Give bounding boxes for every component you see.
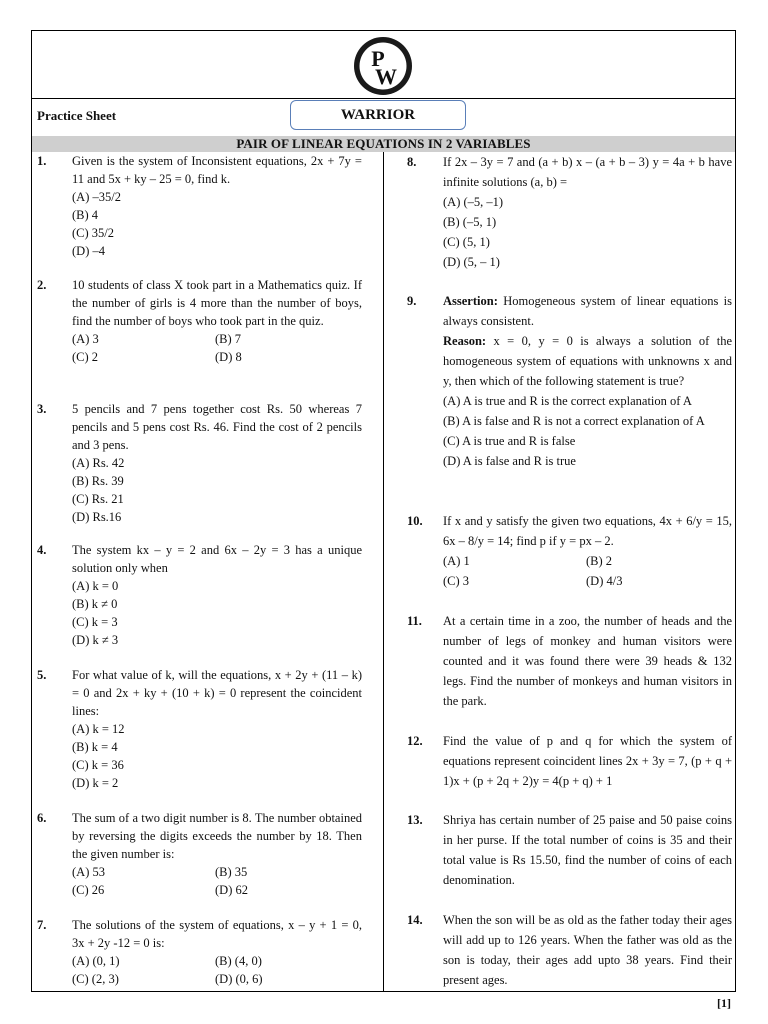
- option-b: (B) (4, 0): [215, 954, 262, 968]
- reason-body: x = 0, y = 0 is always a solution of the homogeneous system of equations with unknowns x and y, then which of the following statement is true?: [443, 334, 732, 388]
- assertion-body: Homogeneous system of linear equations is always consistent.: [443, 294, 732, 328]
- batch-title: WARRIOR: [290, 100, 466, 130]
- option-a: (A) Rs. 42: [72, 456, 125, 470]
- assertion-label: Assertion:: [443, 294, 498, 308]
- question-text: Find the value of p and q for which the system of equations represent coincident lines 2x + 3y = 7, (p + q + 1)x + (p + 2q + 2)y = 4(p + q) + 1: [443, 734, 732, 788]
- option-b: (B) k = 4: [72, 740, 118, 754]
- subject-title: PAIR OF LINEAR EQUATIONS IN 2 VARIABLES: [32, 136, 735, 152]
- option-b: (B) (–5, 1): [443, 215, 497, 229]
- question-number: 7.: [37, 918, 47, 932]
- option-d: (D) 4/3: [586, 574, 623, 588]
- option-a: (A) (0, 1): [72, 954, 120, 968]
- option-b: (B) 35: [215, 865, 248, 879]
- question-text: For what value of k, will the equations, x + 2y + (11 – k) = 0 and 2x + ky + (10 + k) = 0 represent the coincident lines:: [72, 668, 362, 718]
- question-number: 1.: [37, 154, 47, 168]
- question-text: When the son will be as old as the father today their ages will add up to 126 years. When the father was old as the son is today, their ages add upto 38 years. Find their present ages.: [443, 913, 732, 987]
- option-a: (A) 3: [72, 332, 99, 346]
- option-a: (A) (–5, –1): [443, 195, 504, 209]
- question-number: 11.: [407, 614, 422, 628]
- question-text: Shriya has certain number of 25 paise and 50 paise coins in her purse. If the total number of coins is 35 and their total value is Rs 15.50, find the number of coins of each denomination.: [443, 813, 732, 887]
- question-text: The solutions of the system of equations, x – y + 1 = 0, 3x + 2y -12 = 0 is:: [72, 918, 362, 950]
- option-c: (C) k = 3: [72, 615, 118, 629]
- option-c: (C) 35/2: [72, 226, 115, 240]
- option-d: (D) A is false and R is true: [443, 454, 576, 468]
- reason-label: Reason:: [443, 334, 487, 348]
- option-c: (C) Rs. 21: [72, 492, 124, 506]
- question-text: If x and y satisfy the given two equations, 4x + 6/y = 15, 6x – 8/y = 14; find p if y = px – 2.: [443, 514, 732, 548]
- option-d: (D) Rs.16: [72, 510, 122, 524]
- option-c: (C) (5, 1): [443, 235, 490, 249]
- column-divider: [383, 152, 384, 992]
- option-d: (D) (0, 6): [215, 972, 263, 986]
- option-a: (A) 1: [443, 554, 470, 568]
- option-c: (C) (2, 3): [72, 972, 119, 986]
- question-text: At a certain time in a zoo, the number of heads and the number of legs of monkey and human visitors were counted and it was found there were 39 heads & 132 legs. Find the number of monkeys and human visitors in the park.: [443, 614, 732, 708]
- svg-text:P: P: [371, 46, 385, 71]
- option-c: (C) 2: [72, 350, 99, 364]
- option-d: (D) 62: [215, 883, 248, 897]
- svg-text:W: W: [375, 64, 397, 89]
- option-a: (A) A is true and R is the correct explanation of A: [443, 394, 692, 408]
- question-number: 14.: [407, 913, 423, 927]
- option-d: (D) k ≠ 3: [72, 633, 119, 647]
- option-d: (D) k = 2: [72, 776, 119, 790]
- question-number: 9.: [407, 294, 417, 308]
- question-text: Given is the system of Inconsistent equations, 2x + 7y = 11 and 5x + ky – 25 = 0, find k.: [72, 154, 362, 186]
- option-b: (B) 4: [72, 208, 99, 222]
- question-text: 5 pencils and 7 pens together cost Rs. 50 whereas 7 pencils and 5 pens cost Rs. 46. Find the cost of 2 pencils and 3 pens.: [72, 402, 362, 452]
- option-b: (B) 7: [215, 332, 242, 346]
- option-d: (D) (5, – 1): [443, 255, 500, 269]
- question-number: 3.: [37, 402, 47, 416]
- option-d: (D) –4: [72, 244, 105, 258]
- option-a: (A) 53: [72, 865, 105, 879]
- option-c: (C) 26: [72, 883, 105, 897]
- option-d: (D) 8: [215, 350, 242, 364]
- question-number: 8.: [407, 155, 417, 169]
- pw-logo-icon: [353, 36, 413, 96]
- question-text: 10 students of class X took part in a Mathematics quiz. If the number of girls is 4 more than the number of boys, find the number of boys who took part in the quiz.: [72, 278, 362, 328]
- sheet-label: Practice Sheet: [37, 108, 117, 123]
- option-a: (A) –35/2: [72, 190, 121, 204]
- option-b: (B) Rs. 39: [72, 474, 124, 488]
- question-number: 13.: [407, 813, 423, 827]
- question-number: 10.: [407, 514, 423, 528]
- reason-text: [443, 331, 732, 391]
- option-a: (A) k = 12: [72, 722, 125, 736]
- option-b: (B) A is false and R is not a correct explanation of A: [443, 414, 705, 428]
- option-c: (C) A is true and R is false: [443, 434, 576, 448]
- question-number: 5.: [37, 668, 47, 682]
- question-text: If 2x – 3y = 7 and (a + b) x – (a + b – 3) y = 4a + b have infinite solutions (a, b) =: [443, 155, 732, 189]
- question-text: The system kx – y = 2 and 6x – 2y = 3 has a unique solution only when: [72, 543, 362, 575]
- page-number: [1]: [717, 996, 731, 1010]
- question-number: 12.: [407, 734, 423, 748]
- question-number: 4.: [37, 543, 47, 557]
- question-number: 2.: [37, 278, 47, 292]
- option-b: (B) 2: [586, 554, 613, 568]
- header-rule: [31, 98, 736, 99]
- option-c: (C) 3: [443, 574, 470, 588]
- question-number: 6.: [37, 811, 47, 825]
- option-c: (C) k = 36: [72, 758, 124, 772]
- assertion-text: [443, 291, 732, 331]
- option-a: (A) k = 0: [72, 579, 119, 593]
- question-text: The sum of a two digit number is 8. The number obtained by reversing the digits exceeds the number by 18. Then the given number is:: [72, 811, 362, 861]
- option-b: (B) k ≠ 0: [72, 597, 118, 611]
